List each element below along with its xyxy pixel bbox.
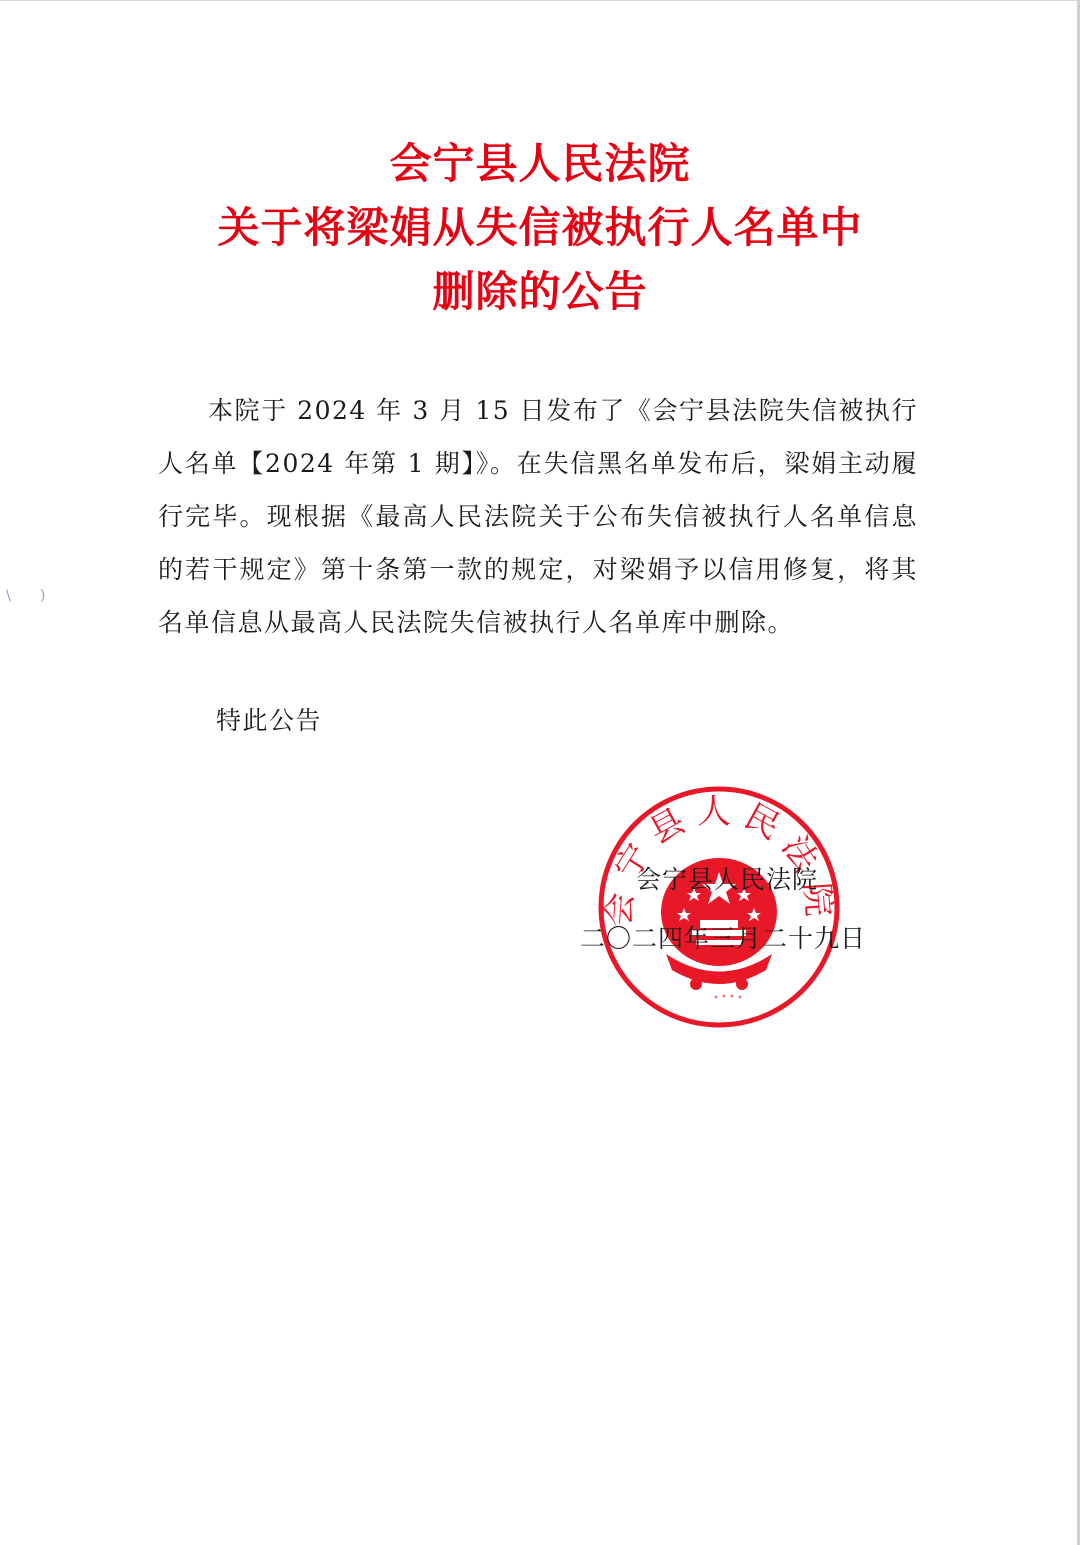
closing-line: 特此公告 [216, 706, 323, 735]
title-line-3: 删除的公告 [432, 267, 648, 316]
seal-arc-text: 会宁县人民法院 [598, 792, 840, 928]
title-line-2: 关于将梁娟从失信被执行人名单中 [217, 203, 863, 252]
issuer-name: 会宁县人民法院 [636, 865, 819, 894]
issue-date: 二〇二四年三月二十九日 [580, 924, 867, 953]
scan-mark-left: \ [6, 588, 11, 604]
scan-mark-right: ) [40, 588, 46, 604]
title-line-1: 会宁县人民法院 [389, 139, 691, 188]
court-seal-stamp [596, 784, 842, 1030]
document-title [0, 132, 1080, 324]
body-paragraph: 本院于 2024 年 3 月 15 日发布了《会宁县法院失信被执行人名单【2024 年第 1 期】》。在失信黑名单发布后，梁娟主动履行完毕。现根据《最高人民法院关于公布失信被执行人名单信息的若干规定》第十条第一款的规定，对梁娟予以信用修复，将其名单信息从最高人民法院失信被执行人名单库中删除。 [158, 396, 918, 637]
